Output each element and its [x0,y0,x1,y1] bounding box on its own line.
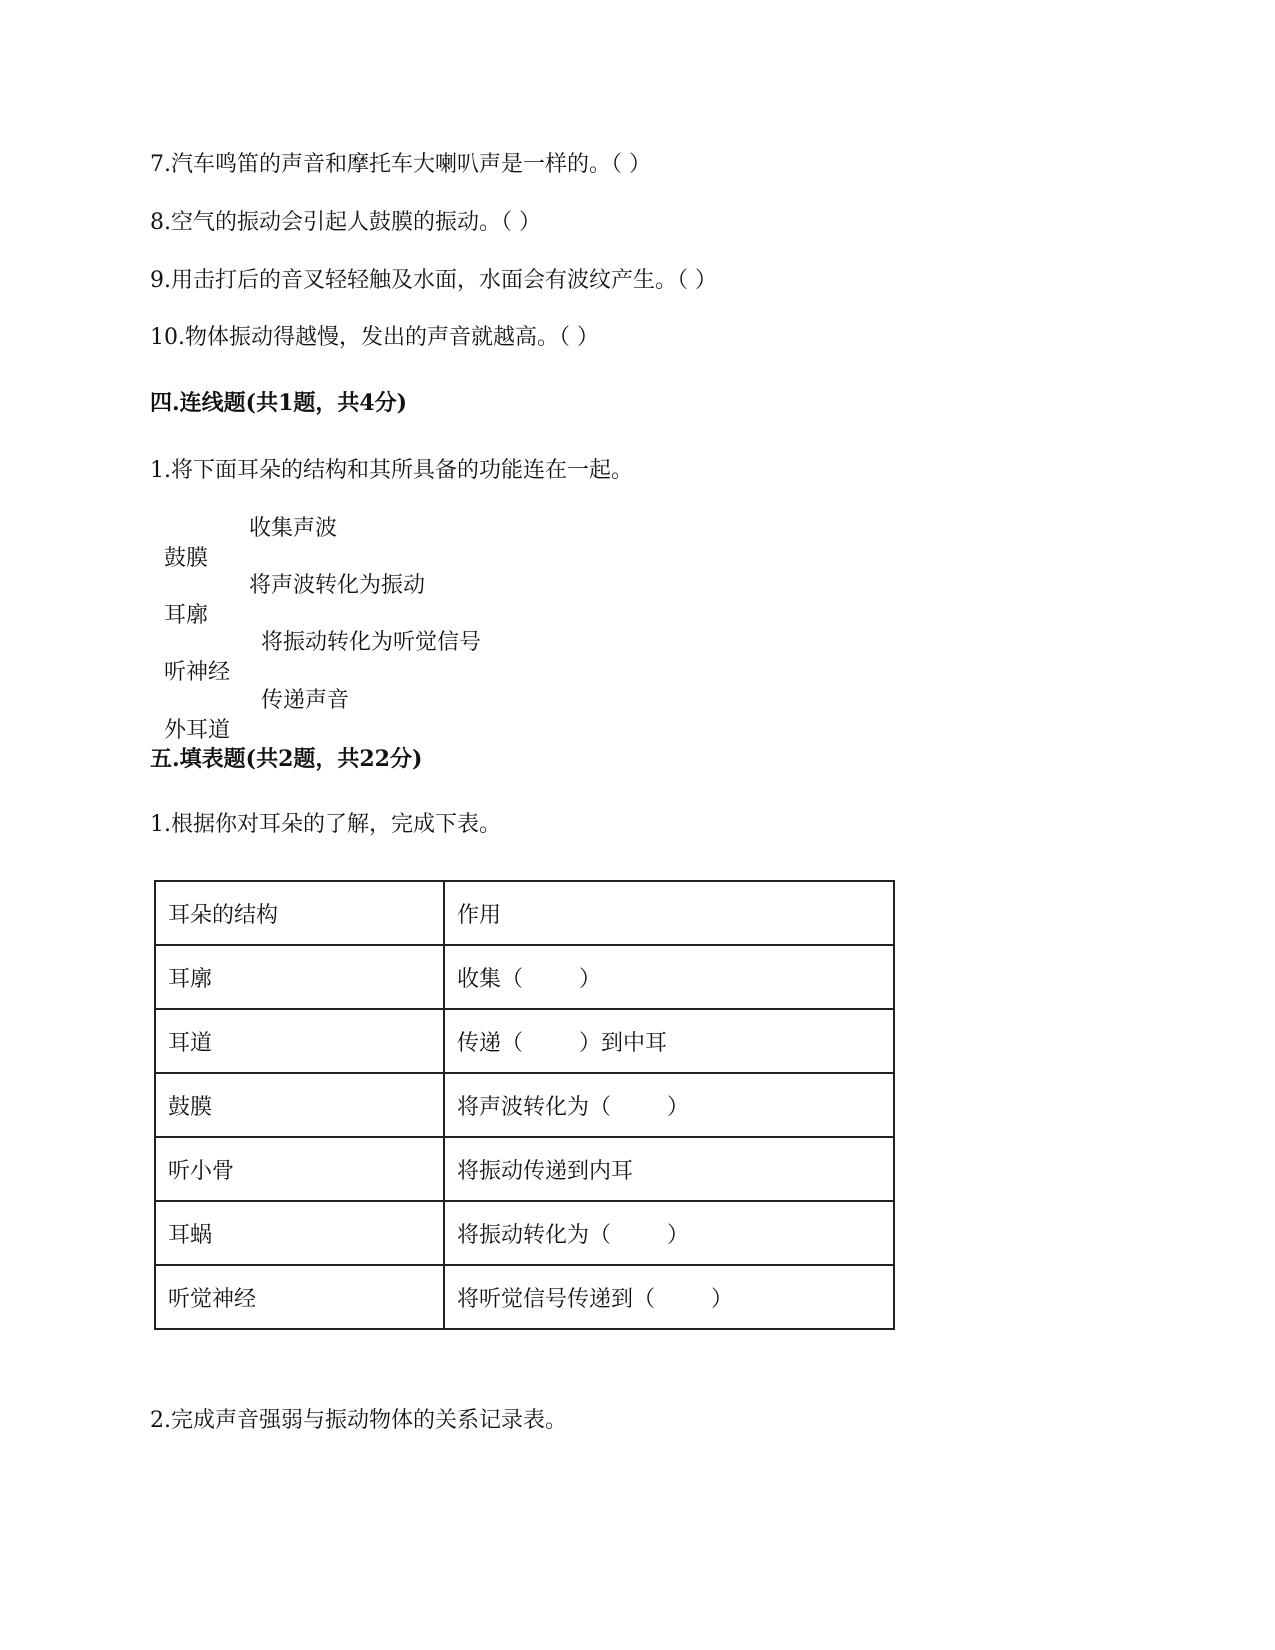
table-cell-structure: 鼓膜 [155,1073,444,1137]
question-8: 8.空气的振动会引起人鼓膜的振动。（ ） [150,210,541,235]
table-header-cell: 耳朵的结构 [155,881,444,945]
matching-right: 传递声音 [261,688,350,713]
table-cell-structure: 听小骨 [155,1137,444,1201]
matching-right: 将振动转化为听觉信号 [261,630,482,655]
matching-question: 1.将下面耳朵的结构和其所具备的功能连在一起。 [150,458,633,483]
table-cell-function: 将振动转化为（ ） [444,1201,894,1265]
section-4-heading: 四.连线题(共1题，共4分) [150,390,408,416]
question-7: 7.汽车鸣笛的声音和摩托车大喇叭声是一样的。（ ） [150,152,651,177]
question-10: 10.物体振动得越慢，发出的声音就越高。（ ） [150,325,599,350]
ear-structure-table [154,880,895,1330]
table-header-row [155,881,894,945]
table-cell-structure: 耳蜗 [155,1201,444,1265]
question-9: 9.用击打后的音叉轻轻触及水面，水面会有波纹产生。（ ） [150,268,717,293]
table-question: 1.根据你对耳朵的了解，完成下表。 [150,812,501,837]
table-cell-structure: 听觉神经 [155,1265,444,1329]
table-row [155,1073,894,1137]
table-cell-function: 收集（ ） [444,945,894,1009]
section-5-heading: 五.填表题(共2题，共22分) [150,746,423,772]
table-question-2: 2.完成声音强弱与振动物体的关系记录表。 [150,1408,567,1433]
table-row [155,1009,894,1073]
matching-right: 收集声波 [249,516,338,541]
table-row [155,1265,894,1329]
table-row [155,1201,894,1265]
table-cell-function: 将振动传递到内耳 [444,1137,894,1201]
table-cell-structure: 耳廓 [155,945,444,1009]
matching-left: 外耳道 [164,718,231,743]
table-header-cell: 作用 [444,881,894,945]
matching-left: 耳廓 [164,603,209,628]
matching-left: 听神经 [164,660,231,685]
matching-right: 将声波转化为振动 [249,573,426,598]
table-cell-function: 传递（ ）到中耳 [444,1009,894,1073]
table-row [155,945,894,1009]
matching-left: 鼓膜 [164,546,209,571]
table-row [155,1137,894,1201]
table-cell-function: 将听觉信号传递到（ ） [444,1265,894,1329]
table-cell-function: 将声波转化为（ ） [444,1073,894,1137]
table-cell-structure: 耳道 [155,1009,444,1073]
